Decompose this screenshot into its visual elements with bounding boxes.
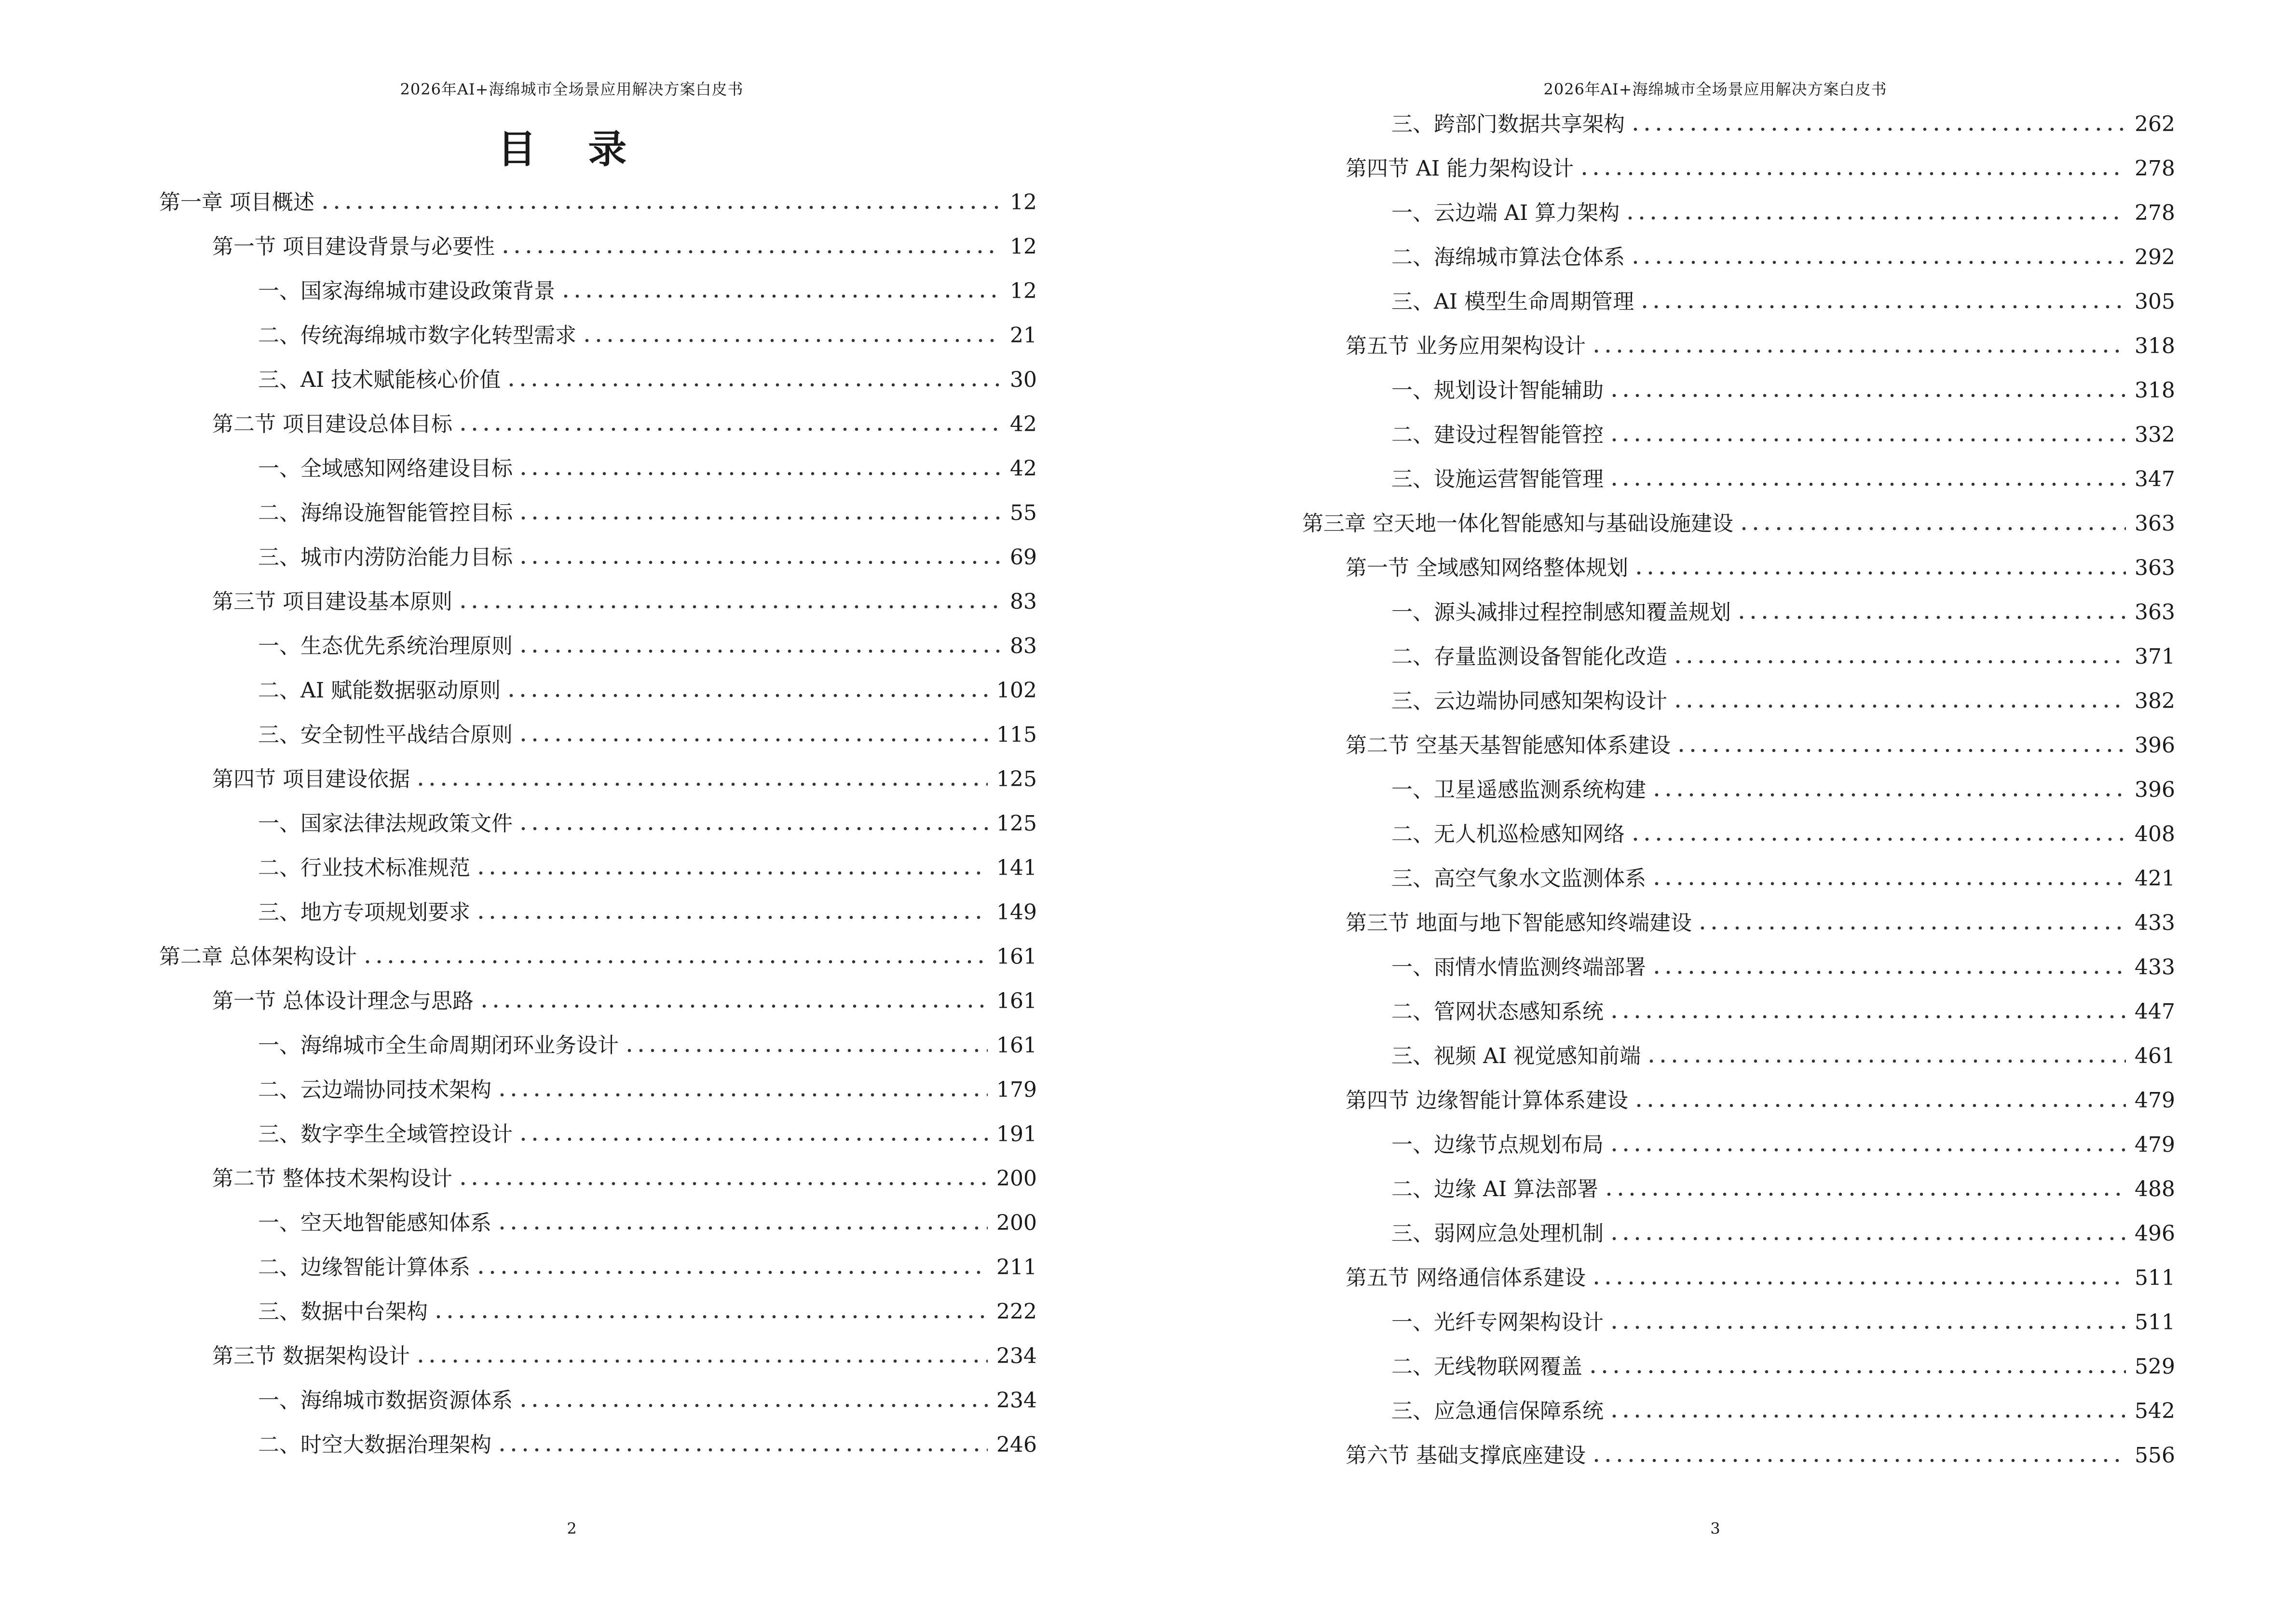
toc-leader-dots (1630, 837, 2126, 842)
toc-leader-dots (1651, 792, 2126, 797)
toc-entry[interactable] (1391, 467, 2175, 491)
toc-leader-dots (1608, 1236, 2126, 1241)
toc-entry[interactable] (212, 412, 1037, 437)
toc-leader-dots (1630, 127, 2126, 132)
toc-leader-dots (517, 826, 988, 831)
toc-entry-label: 第四节 边缘智能计算体系建设 (1346, 1088, 1628, 1113)
toc-entry-label: 第三节 数据架构设计 (212, 1344, 410, 1368)
toc-entry-page: 332 (2135, 423, 2175, 447)
toc-entry-page: 347 (2135, 467, 2175, 491)
toc-leader-dots (433, 1314, 988, 1319)
toc-entry-label: 第四节 AI 能力架构设计 (1346, 156, 1574, 181)
toc-entry-page: 12 (1010, 234, 1037, 259)
toc-entry-label: 二、行业技术标准规范 (258, 856, 470, 880)
toc-leader-dots (1608, 482, 2126, 487)
toc-entry-page: 200 (996, 1166, 1037, 1191)
toc-entry[interactable] (1391, 1133, 2175, 1157)
toc-entry-page: 42 (1010, 412, 1037, 437)
toc-leader-dots (1591, 1458, 2126, 1463)
toc-leader-dots (517, 1403, 988, 1408)
toc-leader-dots (319, 205, 1001, 210)
toc-entry-label: 三、城市内涝防治能力目标 (258, 545, 513, 570)
toc-entry-page: 511 (2135, 1310, 2175, 1335)
toc-leader-dots (415, 1359, 988, 1364)
toc-entry-label: 第六节 基础支撑底座建设 (1346, 1443, 1586, 1468)
toc-entry-label: 一、全域感知网络建设目标 (258, 456, 513, 481)
toc-entry[interactable] (258, 546, 1037, 570)
toc-entry[interactable] (1391, 600, 2175, 625)
toc-entry-page: 529 (2135, 1354, 2175, 1379)
toc-entry[interactable] (258, 501, 1037, 525)
toc-entry-label: 二、海绵设施智能管控目标 (258, 501, 513, 525)
toc-entry-page: 382 (2135, 689, 2175, 713)
toc-entry[interactable] (1391, 1355, 2175, 1379)
toc-leader-dots (457, 604, 1001, 609)
toc-entry-page: 479 (2135, 1133, 2175, 1157)
toc-entry-label: 第一章 项目概述 (159, 190, 314, 215)
toc-entry-label: 二、云边端协同技术架构 (258, 1078, 491, 1102)
toc-entry[interactable] (1391, 1222, 2175, 1246)
toc-entry[interactable] (212, 1167, 1037, 1191)
toc-entry[interactable] (1391, 112, 2175, 136)
toc-entry-label: 二、边缘智能计算体系 (258, 1255, 470, 1280)
toc-leader-dots (1608, 1325, 2126, 1330)
toc-entry-page: 447 (2135, 999, 2175, 1024)
toc-entry-label: 第五节 业务应用架构设计 (1346, 334, 1586, 358)
toc-entry[interactable] (1391, 822, 2175, 846)
page-number: 2 (567, 1519, 577, 1538)
toc-entry-page: 12 (1010, 190, 1037, 215)
toc-entry[interactable] (258, 1078, 1037, 1102)
toc-entry-page: 479 (2135, 1088, 2175, 1113)
toc-entry[interactable] (1391, 955, 2175, 980)
toc-entry-label: 二、建设过程智能管控 (1391, 423, 1604, 447)
toc-entry[interactable] (258, 812, 1037, 836)
toc-entry-page: 511 (2135, 1266, 2175, 1290)
toc-entry[interactable] (1346, 556, 2175, 580)
toc-entry-page: 222 (996, 1299, 1037, 1324)
toc-entry-page: 396 (2135, 733, 2175, 758)
toc-entry-label: 三、设施运营智能管理 (1391, 467, 1604, 491)
toc-leader-dots (1608, 1147, 2126, 1152)
toc-leader-dots (415, 782, 988, 787)
toc-leader-dots (517, 737, 988, 742)
toc-entry-label: 二、海绵城市算法仓体系 (1391, 245, 1625, 270)
toc-entry-label: 二、传统海绵城市数字化转型需求 (258, 323, 576, 348)
toc-leader-dots (624, 1048, 988, 1053)
toc-leader-dots (1608, 1414, 2126, 1419)
toc-entry-label: 第三章 空天地一体化智能感知与基础设施建设 (1302, 511, 1733, 536)
toc-entry-label: 第一节 项目建设背景与必要性 (212, 234, 495, 259)
toc-entry[interactable] (258, 1433, 1037, 1457)
toc-entry-label: 三、云边端协同感知架构设计 (1391, 689, 1667, 713)
toc-entry-page: 408 (2135, 822, 2175, 846)
toc-entry-page: 125 (996, 767, 1037, 792)
toc-entry-page: 83 (1010, 634, 1037, 658)
toc-entry[interactable] (212, 1344, 1037, 1368)
toc-entry[interactable] (1391, 867, 2175, 891)
toc-entry-label: 第一节 总体设计理念与思路 (212, 989, 474, 1013)
toc-entry-page: 556 (2135, 1443, 2175, 1468)
toc-leader-dots (496, 1447, 988, 1452)
toc-leader-dots (1736, 615, 2126, 620)
toc-entry-label: 三、数据中台架构 (258, 1299, 428, 1324)
toc-entry-page: 433 (2135, 955, 2175, 980)
toc-entry[interactable] (258, 1034, 1037, 1058)
toc-entry-page: 161 (996, 989, 1037, 1013)
toc-leader-dots (1579, 171, 2126, 176)
toc-entry[interactable] (258, 1211, 1037, 1235)
toc-entry[interactable] (1391, 379, 2175, 403)
toc-entry-label: 二、无人机巡检感知网络 (1391, 822, 1625, 846)
page-header: 2026年AI+海绵城市全场景应用解决方案白皮书 (1543, 80, 1887, 98)
toc-entry[interactable] (258, 1122, 1037, 1146)
toc-entry[interactable] (258, 723, 1037, 747)
toc-leader-dots (1603, 1192, 2126, 1197)
toc-leader-dots (1738, 526, 2126, 531)
toc-entry-page: 461 (2135, 1044, 2175, 1068)
toc-entry-label: 第三节 地面与地下智能感知终端建设 (1346, 911, 1692, 935)
toc-entry-label: 一、国家海绵城市建设政策背景 (258, 279, 555, 303)
toc-entry[interactable] (258, 457, 1037, 481)
toc-leader-dots (1630, 260, 2126, 265)
toc-leader-dots (1646, 1059, 2126, 1064)
toc-entry-label: 第二节 空基天基智能感知体系建设 (1346, 733, 1671, 758)
toc-entry-label: 二、存量监测设备智能化改造 (1391, 644, 1667, 669)
toc-entry-label: 一、云边端 AI 算力架构 (1391, 201, 1620, 225)
toc-entry-page: 149 (996, 900, 1037, 925)
toc-entry-page: 262 (2135, 112, 2175, 136)
toc-entry-label: 一、雨情水情监测终端部署 (1391, 955, 1646, 980)
toc-leader-dots (1633, 1103, 2126, 1108)
toc-entry-label: 一、规划设计智能辅助 (1391, 378, 1604, 403)
toc-title: 目 录 (497, 126, 646, 172)
toc-leader-dots (1591, 349, 2126, 354)
toc-leader-dots (475, 871, 988, 875)
page-number: 3 (1710, 1519, 1720, 1538)
toc-entry-label: 三、AI 技术赋能核心价值 (258, 368, 501, 392)
toc-leader-dots (505, 382, 1001, 387)
toc-entry[interactable] (1391, 201, 2175, 225)
toc-entry-label: 一、国家法律法规政策文件 (258, 811, 513, 836)
toc-entry-label: 二、边缘 AI 算法部署 (1391, 1177, 1599, 1201)
toc-entry[interactable] (1391, 1177, 2175, 1201)
toc-entry-page: 125 (996, 811, 1037, 836)
toc-leader-dots (1675, 748, 2126, 753)
toc-leader-dots (362, 959, 988, 964)
toc-entry[interactable] (1346, 1266, 2175, 1290)
toc-entry[interactable] (212, 989, 1037, 1013)
toc-entry[interactable] (258, 1389, 1037, 1413)
toc-entry-label: 一、边缘节点规划布局 (1391, 1133, 1604, 1157)
toc-entry-page: 246 (996, 1433, 1037, 1457)
toc-entry-page: 83 (1010, 589, 1037, 614)
toc-leader-dots (1608, 1014, 2126, 1019)
toc-leader-dots (581, 338, 1001, 343)
toc-entry-page: 141 (996, 856, 1037, 880)
toc-leader-dots (1608, 437, 2126, 442)
toc-entry[interactable] (1391, 1310, 2175, 1335)
toc-leader-dots (1608, 393, 2126, 398)
toc-entry-label: 第二章 总体架构设计 (159, 944, 357, 969)
toc-leader-dots (1591, 1281, 2126, 1285)
toc-entry-label: 三、AI 模型生命周期管理 (1391, 289, 1634, 314)
toc-entry-label: 一、空天地智能感知体系 (258, 1211, 491, 1235)
toc-entry[interactable] (1346, 911, 2175, 935)
toc-entry-label: 三、跨部门数据共享架构 (1391, 112, 1625, 136)
toc-leader-dots (1639, 304, 2126, 309)
toc-entry[interactable] (212, 590, 1037, 614)
toc-leader-dots (1672, 704, 2126, 709)
toc-entry[interactable] (1346, 157, 2175, 181)
toc-entry-label: 三、数字孪生全域管控设计 (258, 1122, 513, 1146)
toc-entry[interactable] (1391, 423, 2175, 447)
toc-entry-page: 305 (2135, 289, 2175, 314)
toc-leader-dots (1651, 881, 2126, 886)
toc-entry[interactable] (1391, 1399, 2175, 1423)
toc-entry-label: 一、光纤专网架构设计 (1391, 1310, 1604, 1335)
toc-entry-label: 三、应急通信保障系统 (1391, 1399, 1604, 1423)
toc-entry-label: 一、海绵城市数据资源体系 (258, 1388, 513, 1413)
toc-leader-dots (478, 1004, 988, 1009)
toc-entry[interactable] (1391, 778, 2175, 802)
toc-leader-dots (505, 693, 988, 698)
toc-entry-label: 第一节 全域感知网络整体规划 (1346, 556, 1628, 580)
toc-entry-page: 55 (1010, 501, 1037, 525)
toc-entry-label: 一、生态优先系统治理原则 (258, 634, 513, 658)
toc-entry[interactable] (159, 945, 1037, 969)
toc-entry[interactable] (258, 634, 1037, 658)
toc-entry-page: 234 (996, 1388, 1037, 1413)
toc-leader-dots (496, 1226, 988, 1230)
toc-leader-dots (560, 294, 1001, 299)
toc-leader-dots (517, 649, 1001, 654)
toc-entry[interactable] (258, 368, 1037, 392)
toc-entry[interactable] (1391, 645, 2175, 669)
toc-entry-page: 234 (996, 1344, 1037, 1368)
toc-entry-page: 191 (996, 1122, 1037, 1146)
toc-entry[interactable] (258, 324, 1037, 348)
toc-entry-label: 第五节 网络通信体系建设 (1346, 1266, 1586, 1290)
toc-entry-page: 69 (1010, 545, 1037, 570)
toc-leader-dots (475, 1270, 988, 1275)
toc-entry-page: 363 (2135, 511, 2175, 536)
toc-entry-label: 第四节 项目建设依据 (212, 767, 410, 792)
toc-entry[interactable] (212, 767, 1037, 792)
toc-leader-dots (496, 1092, 988, 1097)
toc-entry-page: 211 (996, 1255, 1037, 1280)
toc-entry-label: 二、管网状态感知系统 (1391, 999, 1604, 1024)
toc-entry[interactable] (258, 901, 1037, 925)
page-header: 2026年AI+海绵城市全场景应用解决方案白皮书 (400, 80, 744, 98)
toc-entry-label: 三、地方专项规划要求 (258, 900, 470, 925)
toc-leader-dots (1651, 970, 2126, 975)
toc-entry-page: 12 (1010, 279, 1037, 303)
toc-entry-page: 396 (2135, 778, 2175, 802)
toc-entry[interactable] (1391, 1044, 2175, 1068)
toc-leader-dots (517, 471, 1001, 476)
toc-entry-label: 一、卫星遥感监测系统构建 (1391, 778, 1646, 802)
toc-leader-dots (475, 915, 988, 920)
toc-entry-label: 三、弱网应急处理机制 (1391, 1221, 1604, 1246)
toc-entry[interactable] (258, 679, 1037, 703)
toc-leader-dots (517, 1137, 988, 1142)
toc-entry[interactable] (258, 856, 1037, 880)
toc-entry[interactable] (258, 1256, 1037, 1280)
toc-entry-page: 421 (2135, 866, 2175, 891)
toc-entry-label: 三、视频 AI 视觉感知前端 (1391, 1044, 1641, 1068)
toc-entry[interactable] (1346, 1089, 2175, 1113)
toc-entry-page: 278 (2135, 156, 2175, 181)
toc-entry[interactable] (1391, 246, 2175, 270)
toc-leader-dots (517, 516, 1001, 520)
toc-entry-page: 102 (996, 678, 1037, 703)
toc-leader-dots (457, 1181, 988, 1186)
toc-entry-page: 488 (2135, 1177, 2175, 1201)
toc-entry-page: 363 (2135, 556, 2175, 580)
toc-entry[interactable] (1391, 689, 2175, 713)
toc-leader-dots (517, 560, 1001, 565)
toc-entry-page: 21 (1010, 323, 1037, 348)
toc-entry-label: 二、无线物联网覆盖 (1391, 1354, 1582, 1379)
toc-entry[interactable] (258, 1300, 1037, 1324)
toc-entry-label: 二、AI 赋能数据驱动原则 (258, 678, 501, 703)
toc-leader-dots (1587, 1369, 2126, 1374)
toc-entry-label: 三、安全韧性平战结合原则 (258, 723, 513, 747)
toc-leader-dots (457, 427, 1001, 432)
toc-leader-dots (1633, 571, 2126, 575)
toc-entry-label: 三、高空气象水文监测体系 (1391, 866, 1646, 891)
toc-entry[interactable] (1391, 290, 2175, 314)
toc-entry[interactable] (1346, 334, 2175, 358)
toc-entry[interactable] (1346, 734, 2175, 758)
toc-entry-page: 318 (2135, 378, 2175, 403)
toc-entry-label: 一、海绵城市全生命周期闭环业务设计 (258, 1033, 619, 1058)
toc-entry[interactable] (1391, 1000, 2175, 1024)
toc-entry[interactable] (1346, 1444, 2175, 1468)
toc-entry-page: 433 (2135, 911, 2175, 935)
toc-entry-page: 318 (2135, 334, 2175, 358)
toc-entry-page: 161 (996, 1033, 1037, 1058)
toc-entry[interactable] (1302, 512, 2175, 536)
toc-entry-page: 496 (2135, 1221, 2175, 1246)
toc-entry[interactable] (212, 235, 1037, 259)
toc-entry-label: 第二节 项目建设总体目标 (212, 412, 452, 437)
toc-entry-page: 200 (996, 1211, 1037, 1235)
toc-leader-dots (1697, 926, 2126, 930)
toc-entry-page: 42 (1010, 456, 1037, 481)
toc-entry[interactable] (159, 191, 1037, 215)
toc-leader-dots (500, 249, 1001, 254)
toc-entry-label: 第三节 项目建设基本原则 (212, 589, 452, 614)
toc-entry-page: 292 (2135, 245, 2175, 270)
toc-entry-page: 30 (1010, 368, 1037, 392)
toc-entry-page: 542 (2135, 1399, 2175, 1423)
toc-entry-page: 115 (996, 723, 1037, 747)
toc-entry-page: 371 (2135, 644, 2175, 669)
toc-entry-label: 一、源头减排过程控制感知覆盖规划 (1391, 600, 1731, 625)
toc-entry-page: 278 (2135, 201, 2175, 225)
toc-entry-label: 二、时空大数据治理架构 (258, 1433, 491, 1457)
toc-entry-label: 第二节 整体技术架构设计 (212, 1166, 452, 1191)
toc-entry-page: 363 (2135, 600, 2175, 625)
toc-entry-page: 161 (996, 944, 1037, 969)
toc-entry-page: 179 (996, 1078, 1037, 1102)
toc-leader-dots (1672, 659, 2126, 664)
toc-entry[interactable] (258, 279, 1037, 303)
toc-leader-dots (1624, 216, 2126, 220)
toc-page-right (1144, 0, 2287, 1624)
